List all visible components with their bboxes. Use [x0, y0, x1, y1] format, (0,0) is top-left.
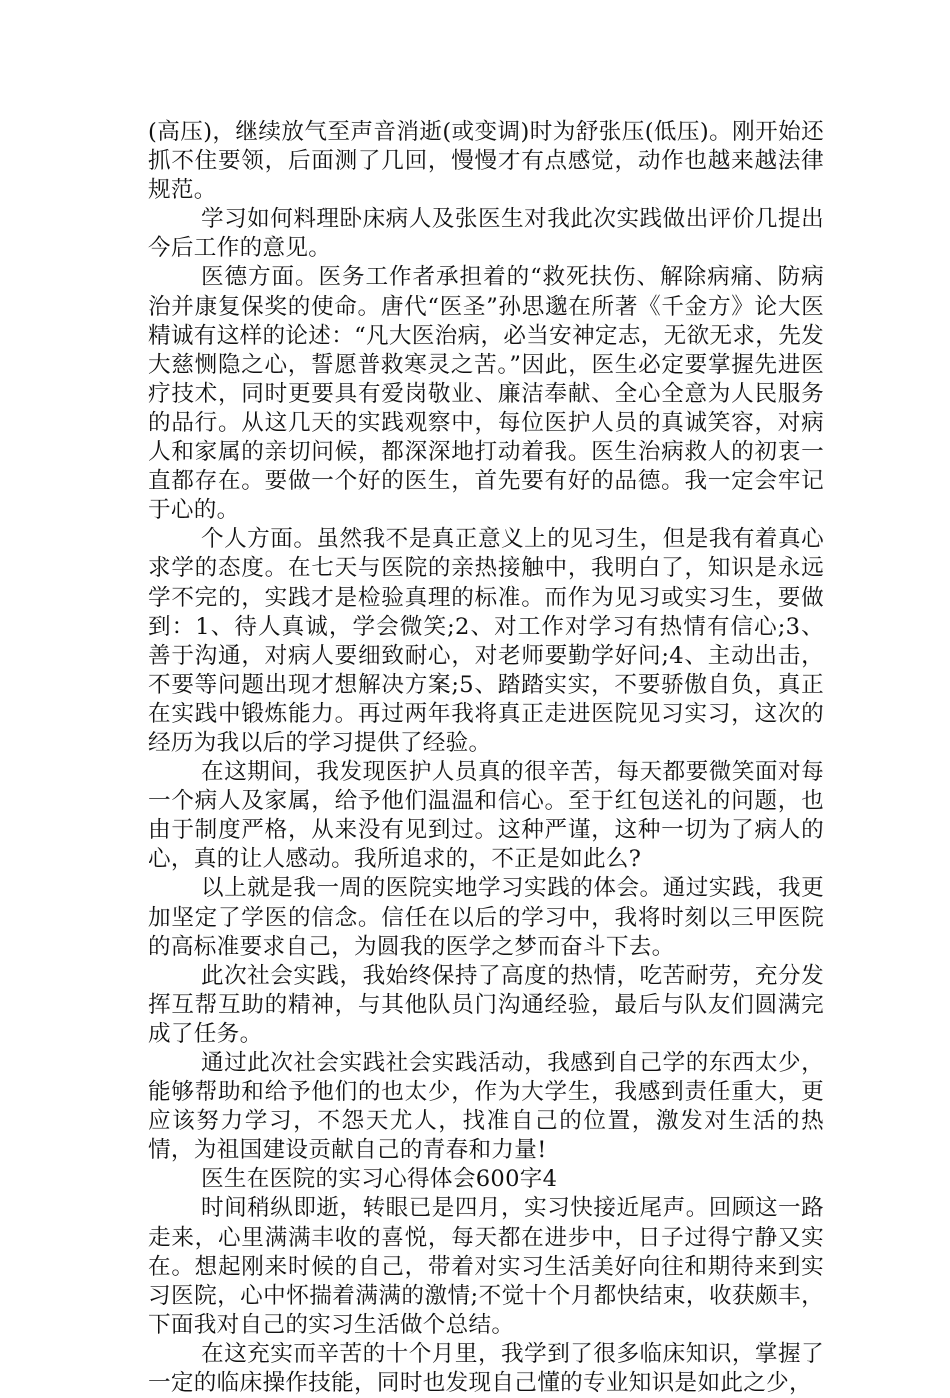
paragraph-medical-ethics: 医德方面。医务工作者承担着的“救死扶伤、解除病痛、防病治并康复保奖的使命。唐代“医圣”孙思邈在所著《千金方》论大医精诚有这样的论述：“凡大医治病，必当安神定志，无欲无求，先发大慈恻隐之心，誓愿普救寒灵之苦。”因此，医生必定要掌握先进医疗技术，同时更要具有爱岗敬业、廉洁奉献、全心全意为人民服务的品行。从这几天的实践观察中，每位医护人员的真诚笑容，对病人和家属的亲切问候，都深深地打动着我。医生治病救人的初衷一直都存在。要做一个好的医生，首先要有好的品德。我一定会牢记于心的。: [148, 264, 824, 524]
paragraph-social-practice: 此次社会实践，我始终保持了高度的热情，吃苦耐劳，充分发挥互帮互助的精神，与其他队员门沟通经验，最后与队友们圆满完成了任务。: [148, 962, 824, 1047]
section-heading: 医生在医院的实习心得体会600字4: [201, 1166, 558, 1193]
paragraph-ten-months: 在这充实而辛苦的十个月里，我学到了很多临床知识，掌握了一定的临床操作技能，同时也发现自己懂的专业知识是如此之少，: [148, 1340, 824, 1397]
paragraph-continuation: (高压)，继续放气至声音消逝(或变调)时为舒张压(低压)。刚开始还抓不住要领，后面测了几回，慢慢才有点感觉，动作也越来越法律规范。: [148, 119, 824, 204]
paragraph-reflection: 通过此次社会实践社会实践活动，我感到自己学的东西太少，能够帮助和给予他们的也太少，作为大学生，我感到责任重大，更应该努力学习，不怨天尤人，找准自己的位置，激发对生活的热情，为祖国建设贡献自己的青春和力量!: [148, 1050, 824, 1164]
paragraph-observation: 在这期间，我发现医护人员真的很辛苦，每天都要微笑面对每一个病人及家属，给予他们温温和信心。至于红包送礼的问题，也由于制度严格，从来没有见到过。这种严谨，这种一切为了病人的心，真的让人感动。我所追求的，不正是如此么?: [148, 759, 824, 873]
paragraph-summary: 以上就是我一周的医院实地学习实践的体会。通过实践，我更加坚定了学医的信念。信任在以后的学习中，我将时刻以三甲医院的高标准要求自己，为圆我的医学之梦而奋斗下去。: [148, 875, 824, 960]
paragraph-personal-aspect: 个人方面。虽然我不是真正意义上的见习生，但是我有着真心求学的态度。在七天与医院的亲热接触中，我明白了，知识是永远学不完的，实践才是检验真理的标准。而作为见习或实习生，要做到：1、待人真诚，学会微笑;2、对工作对学习有热情有信心;3、善于沟通，对病人要细致耐心，对老师要勤学好问;4、主动出击，不要等问题出现才想解决方案;5、踏踏实实，不要骄傲自负，真正在实践中锻炼能力。再过两年我将真正走进医院见习实习，这次的经历为我以后的学习提供了经验。: [148, 526, 824, 756]
paragraph-learning-care: 学习如何料理卧床病人及张医生对我此次实践做出评价几提出今后工作的意见。: [148, 206, 824, 262]
document-page: [148, 118, 824, 1398]
paragraph-time-review: 时间稍纵即逝，转眼已是四月，实习快接近尾声。回顾这一路走来，心里满满丰收的喜悦，每天都在进步中，日子过得宁静又实在。想起刚来时候的自己，带着对实习生活美好向往和期待来到实习医院，心中怀揣着满满的激情;不觉十个月都快结束，收获颇丰，下面我对自己的实习生活做个总结。: [148, 1195, 824, 1338]
